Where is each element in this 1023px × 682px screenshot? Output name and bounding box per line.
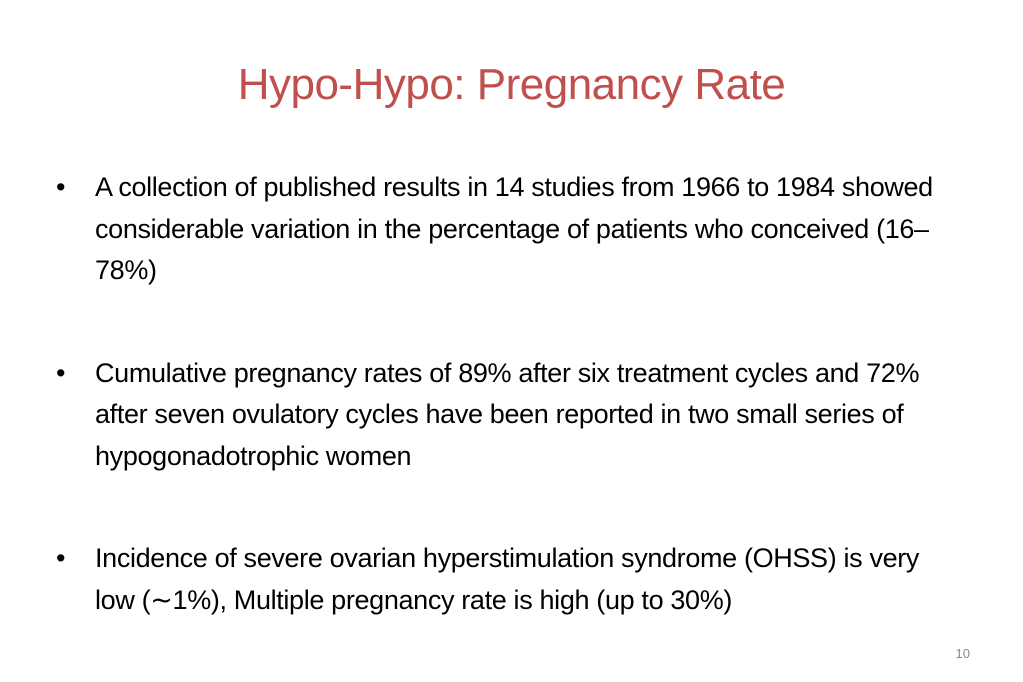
bullet-text: A collection of published results in 14 studies from 1966 to 1984 showed considerable variation in the percentage of patients who conceived (16–78%): [95, 172, 933, 285]
bullet-dot-icon: •: [56, 543, 66, 573]
bullet-text: Incidence of severe ovarian hyperstimulation syndrome (OHSS) is very low (∼1%), Multiple pregnancy rate is high (up to 30%): [95, 543, 920, 615]
slide-title: Hypo-Hypo: Pregnancy Rate: [237, 60, 786, 109]
bullet-list: [56, 167, 956, 621]
page-number: 10: [955, 646, 970, 661]
bullet-dot-icon: •: [56, 357, 66, 388]
bullet-item: [56, 167, 956, 292]
bullet-text: Cumulative pregnancy rates of 89% after six treatment cycles and 72% after seven ovulatory cycles have been reported in two small series of hypogonadotrophic women: [95, 357, 920, 471]
bullet-item: [56, 353, 956, 478]
bullet-dot-icon: •: [56, 172, 66, 202]
bullet-item: [56, 538, 956, 621]
